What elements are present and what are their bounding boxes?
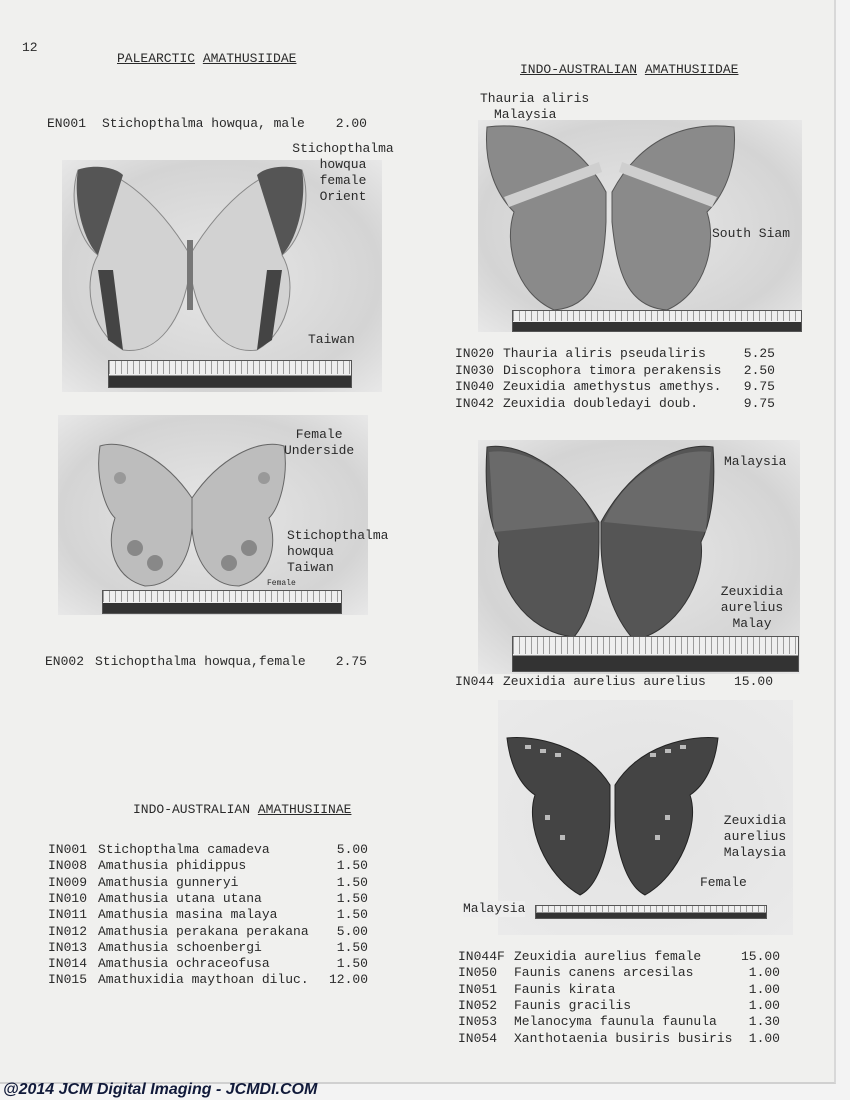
item-code: IN010 — [48, 890, 88, 906]
list-item — [455, 363, 775, 379]
list-item — [48, 858, 368, 874]
list-item — [455, 396, 775, 412]
item-price: 9.75 — [743, 379, 775, 394]
list-item — [455, 346, 775, 362]
item-name: Zeuxidia aurelius aurelius — [503, 674, 706, 689]
caption-line: Taiwan — [287, 560, 334, 575]
photo-caption-female — [288, 141, 398, 205]
item-code: IN044 — [455, 674, 495, 689]
item-code: IN030 — [455, 362, 495, 378]
item-price: 5.00 — [336, 923, 368, 939]
list-item — [458, 1014, 780, 1030]
item-name: Zeuxidia amethystus amethys. — [503, 379, 722, 394]
photo-caption-malaysia: Malaysia — [724, 454, 787, 469]
item-code: IN012 — [48, 923, 88, 939]
item-name: Faunis gracilis — [514, 997, 632, 1013]
photo-caption-taiwan: Taiwan — [308, 332, 355, 347]
item-code: IN040 — [455, 379, 495, 394]
item-price: 2.00 — [335, 116, 367, 131]
photo-caption-zeuxidia — [712, 584, 792, 632]
list-item — [458, 949, 780, 965]
copyright-footer: @2014 JCM Digital Imaging - JCMDI.COM — [3, 1081, 318, 1098]
list-item — [48, 956, 368, 972]
item-code: IN052 — [458, 997, 498, 1013]
item-price: 1.50 — [336, 890, 368, 906]
caption-line: Female — [295, 427, 343, 442]
heading-word: INDO-AUSTRALIAN — [520, 62, 638, 77]
caption-line: howqua — [287, 544, 334, 559]
list-item — [455, 379, 775, 395]
list-item — [48, 972, 368, 988]
caption-line: aurelius — [720, 600, 784, 615]
section-heading-amathusiinae — [133, 802, 351, 818]
item-price: 1.50 — [336, 874, 368, 890]
item-price: 1.00 — [748, 1030, 780, 1046]
item-price: 15.00 — [740, 949, 780, 964]
list-item — [455, 674, 773, 690]
section-heading-indo-australian — [520, 62, 738, 78]
caption-line: aurelius — [723, 829, 787, 844]
measuring-ruler — [512, 636, 799, 672]
item-price: 1.50 — [336, 956, 368, 972]
item-price: 2.75 — [335, 654, 367, 669]
item-price: 5.00 — [336, 842, 368, 857]
item-price: 1.50 — [336, 858, 368, 874]
photo-caption-malaysia: Malaysia — [463, 901, 526, 916]
item-name: Zeuxidia aurelius female — [514, 949, 702, 964]
list-item — [48, 924, 368, 940]
section-heading-palearctic — [117, 51, 296, 67]
caption-line: Malaysia — [723, 845, 787, 860]
item-code: IN050 — [458, 965, 498, 981]
butterfly-image — [505, 735, 720, 897]
caption-line: Malay — [732, 616, 772, 631]
item-name: Amathuxidia maythoan diluc. — [98, 972, 309, 988]
item-price: 1.00 — [748, 965, 780, 981]
item-name: Amathusia phidippus — [98, 858, 247, 874]
heading-word: AMATHUSIIDAE — [644, 62, 739, 77]
list-item — [458, 982, 780, 998]
item-code: IN008 — [48, 858, 88, 874]
list-item — [48, 940, 368, 956]
item-name: Melanocyma faunula faunula — [514, 1014, 717, 1030]
caption-line: Stichopthalma — [287, 528, 389, 543]
measuring-ruler — [108, 360, 352, 388]
item-code: IN044F — [458, 949, 505, 964]
item-code: IN053 — [458, 1014, 498, 1030]
item-code: IN014 — [48, 956, 88, 972]
item-name: Amathusia ochraceofusa — [98, 956, 270, 972]
item-price: 5.25 — [743, 346, 775, 361]
caption-line: Thauria aliris — [480, 91, 590, 106]
caption-line: Underside — [284, 443, 355, 458]
item-price: 2.50 — [743, 362, 775, 378]
item-code: IN020 — [455, 346, 495, 361]
item-code: IN001 — [48, 842, 88, 857]
item-name: Amathusia perakana perakana — [98, 923, 309, 939]
item-price: 1.00 — [748, 997, 780, 1013]
butterfly-image — [95, 438, 290, 588]
caption-line: Orient — [319, 189, 367, 204]
item-name: Xanthotaenia busiris busiris — [514, 1030, 733, 1046]
list-item — [458, 965, 780, 981]
list-item — [47, 116, 367, 132]
caption-line: female — [319, 173, 367, 188]
measuring-ruler — [535, 905, 767, 919]
photo-caption-female: Female — [700, 875, 747, 890]
item-price: 9.75 — [743, 395, 775, 411]
caption-line: howqua — [319, 157, 367, 172]
item-price: 12.00 — [328, 972, 368, 988]
item-code: IN051 — [458, 981, 498, 997]
item-price: 1.50 — [336, 907, 368, 923]
list-item — [48, 842, 368, 858]
heading-word: AMATHUSIINAE — [257, 802, 352, 817]
item-price: 1.50 — [336, 939, 368, 955]
measuring-ruler — [512, 310, 802, 332]
photo-caption-zeuxidia-malaysia — [700, 813, 810, 861]
item-code: IN013 — [48, 939, 88, 955]
caption-line: Stichopthalma — [292, 141, 394, 156]
item-name: Faunis canens arcesilas — [514, 965, 694, 981]
item-code: EN002 — [45, 654, 85, 669]
item-price: 1.00 — [748, 981, 780, 997]
caption-line: Zeuxidia — [723, 813, 787, 828]
butterfly-image — [484, 122, 739, 312]
ruler-tag: Female — [267, 579, 296, 588]
item-name: Amathusia schoenbergi — [98, 939, 262, 955]
heading-word: PALEARCTIC — [117, 51, 196, 66]
list-item — [458, 1031, 780, 1047]
item-name: Amathusia utana utana — [98, 890, 262, 906]
caption-line: Malaysia — [494, 107, 557, 122]
photo-caption-underside — [284, 427, 354, 459]
butterfly-image — [484, 442, 716, 642]
item-name: Faunis kirata — [514, 981, 616, 997]
photo-caption-species — [287, 528, 388, 576]
item-name: Thauria aliris pseudaliris — [503, 346, 706, 361]
list-item — [48, 907, 368, 923]
item-name: Amathusia gunneryi — [98, 874, 239, 890]
item-name: Stichopthalma howqua, male — [102, 116, 305, 131]
item-name: Zeuxidia doubledayi doub. — [503, 395, 699, 411]
item-code: IN009 — [48, 874, 88, 890]
list-item — [48, 875, 368, 891]
item-code: IN011 — [48, 907, 88, 923]
item-name: Stichopthalma howqua,female — [95, 654, 306, 669]
butterfly-image — [68, 160, 313, 360]
list-item — [458, 998, 780, 1014]
item-name: Amathusia masina malaya — [98, 907, 278, 923]
item-price: 15.00 — [733, 674, 773, 689]
list-item — [48, 891, 368, 907]
item-code: IN042 — [455, 395, 495, 411]
item-code: IN015 — [48, 972, 88, 988]
caption-line: Zeuxidia — [720, 584, 784, 599]
item-name: Discophora timora perakensis — [503, 362, 722, 378]
item-name: Stichopthalma camadeva — [98, 842, 270, 857]
heading-word: AMATHUSIIDAE — [202, 51, 297, 66]
item-price: 1.30 — [748, 1014, 780, 1030]
heading-word: INDO-AUSTRALIAN — [133, 802, 251, 817]
photo-caption-thauria — [480, 91, 589, 123]
page-number: 12 — [22, 40, 38, 55]
measuring-ruler — [102, 590, 342, 614]
photo-caption-south-siam: South Siam — [712, 226, 791, 241]
list-item — [45, 654, 367, 670]
item-code: IN054 — [458, 1030, 498, 1046]
item-code: EN001 — [47, 116, 87, 131]
